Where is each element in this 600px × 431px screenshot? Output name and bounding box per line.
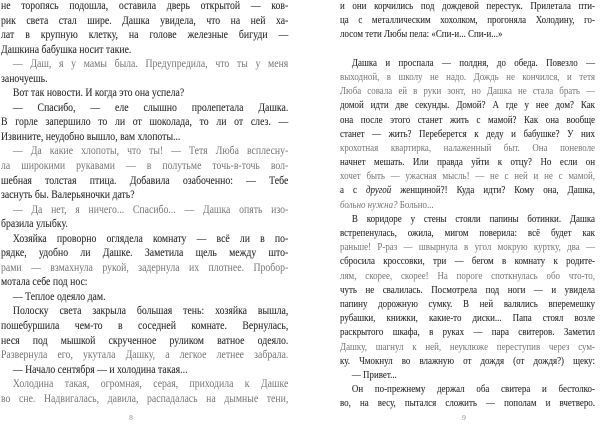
text-line: она после этого станет жить с мамой? Как она вообще bbox=[340, 114, 595, 126]
text-line: ку. Чмокнул во влажную от дождя (от дождя?) щеку: bbox=[340, 355, 595, 367]
text-line: лосом тети Любы пела: «Спи-и... Спи-и...» bbox=[340, 29, 503, 41]
text-line: — Да какие хлопоты, что ты! — Тетя Люба всплесну- bbox=[12, 145, 289, 158]
text-line: Дашка и проспала — полдня, до обеда. Повезло — bbox=[351, 57, 595, 69]
text-line: Люба совала ей в руки зонт, но Дашка не стала брать — bbox=[340, 86, 595, 98]
text-segment: Больно... bbox=[397, 199, 434, 211]
text-line: папину дорожную сумку. В ней валялись вперемешку bbox=[340, 298, 595, 310]
text-line: и они корчились под дождевой перестук. Прилетала пти- bbox=[340, 1, 595, 12]
text-line: во сне. Надвигалась, давила, распадалась на дымные тени, bbox=[1, 392, 289, 405]
text-line: — Привет... bbox=[351, 369, 397, 381]
text-line: не торопясь подошла, оставила дверь открытой — ков- bbox=[1, 0, 289, 12]
text-line: начнет мешать. Или правда уйти к отцу? Но если он bbox=[340, 157, 595, 169]
text-line: рубашки, книжки, какие-то диски... Папа стоял возле bbox=[340, 313, 595, 325]
text-line: во, на весу, пытался сложить — пополам и вчетверо. bbox=[340, 398, 595, 410]
text-line: крохотная квартирка, налаженный быт. Она поневоле bbox=[340, 142, 595, 154]
blank-line bbox=[340, 43, 595, 57]
text-line: встрепенулась, ожила, мигом поверила: всё будет как bbox=[340, 228, 595, 239]
text-line: раскрытого шкафа, в руках — пара свитеров. Заметил bbox=[340, 327, 595, 339]
text-line: шебная толстая птица. Добавила озабоченно: — Тебе bbox=[1, 174, 289, 187]
text-line bbox=[340, 199, 595, 213]
italic-text-segment: больно нужна? bbox=[340, 199, 398, 211]
text-line: Он по-прежнему держал оба свитера и бестолко- bbox=[351, 384, 595, 396]
text-line bbox=[340, 184, 595, 198]
text-line: — Даш, я у мамы была. Предупредила, что ты у меня bbox=[12, 58, 289, 71]
text-line: В коридоре у стены стояли папины ботинки. Дашка bbox=[351, 213, 595, 225]
text-line: ла широкими рукавами — в полутьме точь-в-точь вол- bbox=[1, 160, 289, 173]
text-line: — Да нет, я ничего... Спасибо... — Дашка опять изо- bbox=[12, 203, 289, 216]
page-right-text bbox=[340, 0, 595, 411]
text-line: Хозяйка проворно оглядела комнату — всё ли в по- bbox=[12, 232, 289, 245]
text-line: пошебуршила чем-то в соседней комнате. Вернулась, bbox=[1, 320, 289, 333]
page-number-right: 9 bbox=[462, 413, 466, 422]
text-line: — Теплое одеяло дам. bbox=[12, 290, 106, 303]
text-line: бразила улыбку. bbox=[1, 218, 68, 231]
text-line: Дашку, шагнул к ней, неуклюже переступив через сум- bbox=[340, 341, 595, 353]
text-segment: а с bbox=[340, 185, 366, 197]
text-line: лям, скорее, скорее! На пороге споткнулась обо что-то, bbox=[340, 270, 595, 282]
text-line: мотала себе под нос: bbox=[1, 276, 88, 289]
text-line: хочет быть — ужасная мысль! — не с ней и не с мамой, bbox=[340, 171, 595, 183]
text-line: ца с металлическим хохолком, прогоняла Холодину, го- bbox=[340, 15, 595, 27]
text-line: сбросила кроссовки, три — бегом в комнату к родите- bbox=[340, 256, 595, 268]
text-line: Вот так новости. И когда это она успела? bbox=[12, 87, 185, 100]
text-line: Полоску света закрыла большая тень: хозяйка вышла, bbox=[12, 305, 289, 318]
text-line: неся под мышкой скрученное руликом ватное одеяло. bbox=[1, 334, 289, 347]
text-line: заснуть бы. Валерьяночки дать? bbox=[1, 189, 135, 202]
text-line: выходной, в школу не надо. Дождь не кончился, и тетя bbox=[340, 71, 595, 83]
text-segment: женщиной?! Куда идти? Кому она, Дашка, bbox=[391, 185, 595, 197]
page-left-text bbox=[1, 0, 288, 406]
text-line: — Спасибо, — еле слышно пролепетала Дашка. bbox=[12, 101, 289, 114]
text-line: Холодина такая, огромная, серая, приходила к Дашке bbox=[12, 378, 289, 391]
text-line: В горле запершило то ли от шоколада, то ли от слез. — bbox=[1, 116, 289, 129]
italic-text-segment: другой bbox=[365, 185, 392, 197]
text-line: чуть не свалилась. Посмотрела под ноги — и увидела bbox=[340, 284, 595, 296]
text-line: домой идти две секунды. Домой? А где у нее дом? Как bbox=[340, 100, 595, 112]
text-line: рик света стал шире. Дашка увидела, что на ней ха- bbox=[1, 14, 289, 27]
text-line: рами — взмахнула рукой, задернула их плотнее. Пробор- bbox=[1, 261, 289, 274]
text-line: раньше! Р-раз — швырнула в угол мокрую куртку, два — bbox=[340, 242, 595, 254]
text-line: лат в крупную клетку, на голове железные бигуди — bbox=[1, 29, 289, 42]
text-line: станет — жить? Переберется к деду и бабушке? У них bbox=[340, 128, 595, 140]
page-number-left: 8 bbox=[129, 413, 133, 422]
text-line: Дашкина бабушка носит такие. bbox=[1, 43, 132, 56]
text-line: Извините, неудобно вышло, вам хлопоты... bbox=[1, 130, 181, 143]
text-line: Развернула его, укутала Дашку, а легкое летнее забрала. bbox=[1, 349, 289, 362]
text-line: заночуешь. bbox=[1, 72, 48, 85]
text-line: рядке, удобно ли Дашке. Заметила щель между што- bbox=[1, 247, 289, 260]
text-line: — Начало сентября — и холодина такая... bbox=[12, 363, 188, 376]
